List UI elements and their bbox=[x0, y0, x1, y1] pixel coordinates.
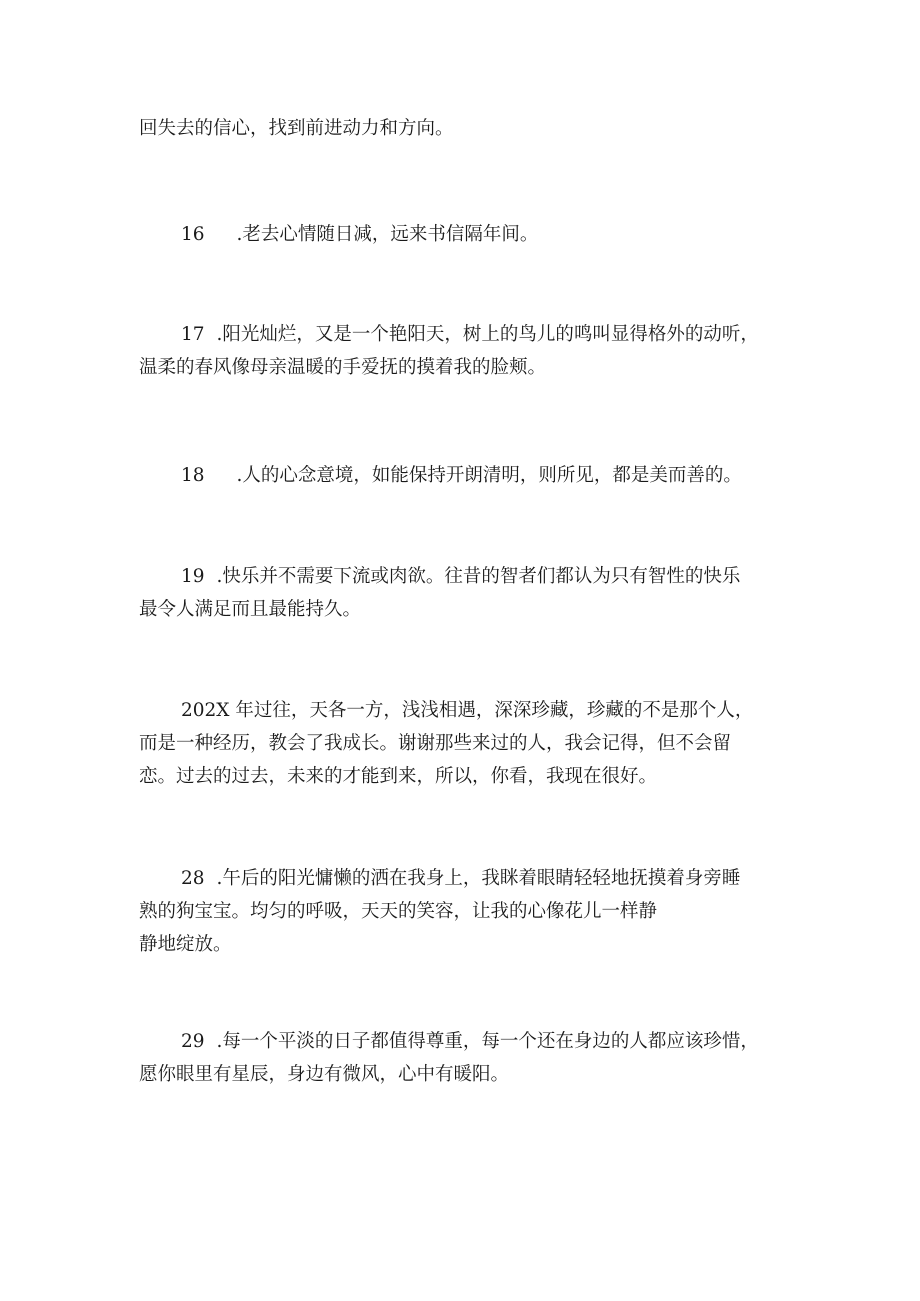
text-line-content: .老去心情随日减，远来书信隔年间。 bbox=[236, 224, 539, 245]
text-line bbox=[139, 318, 799, 351]
paragraph-continuation bbox=[139, 112, 799, 145]
text-line bbox=[139, 218, 799, 251]
paragraph-18 bbox=[139, 459, 799, 492]
paragraph-number: 17 bbox=[181, 324, 205, 345]
text-line: 最令人满足而且最能持久。 bbox=[139, 599, 362, 620]
paragraph-number: 28 bbox=[181, 868, 205, 889]
paragraph-28 bbox=[139, 862, 799, 961]
text-line: 而是一种经历，教会了我成长。谢谢那些来过的人，我会记得，但不会留 bbox=[139, 733, 732, 754]
paragraph-16 bbox=[139, 218, 799, 251]
text-line: 202X 年过往，天各一方，浅浅相遇，深深珍藏，珍藏的不是那个人， bbox=[181, 700, 754, 721]
text-line bbox=[139, 459, 799, 492]
text-line bbox=[139, 862, 799, 895]
paragraph-number: 19 bbox=[181, 566, 205, 587]
text-line: 静地绽放。 bbox=[139, 934, 232, 955]
paragraph-19 bbox=[139, 560, 799, 626]
text-line bbox=[139, 1025, 799, 1058]
text-line: 温柔的春风像母亲温暖的手爱抚的摸着我的脸颊。 bbox=[139, 357, 547, 378]
text-line bbox=[139, 560, 799, 593]
paragraph-202x bbox=[139, 694, 799, 793]
text-line-content: .午后的阳光慵懒的洒在我身上，我眯着眼睛轻轻地抚摸着身旁睡 bbox=[216, 868, 741, 889]
text-line-content: .每一个平淡的日子都值得尊重，每一个还在身边的人都应该珍惜， bbox=[216, 1031, 759, 1052]
paragraph-29 bbox=[139, 1025, 799, 1091]
paragraph-number: 29 bbox=[181, 1031, 205, 1052]
paragraph-17 bbox=[139, 318, 799, 384]
text-line: 恋。过去的过去，未来的才能到来，所以，你看，我现在很好。 bbox=[139, 766, 658, 787]
paragraph-number: 16 bbox=[181, 224, 205, 245]
text-line: 愿你眼里有星辰，身边有微风，心中有暖阳。 bbox=[139, 1064, 510, 1085]
paragraph-number: 18 bbox=[181, 465, 205, 486]
text-line-content: .快乐并不需要下流或肉欲。往昔的智者们都认为只有智性的快乐 bbox=[216, 566, 741, 587]
text-line: 熟的狗宝宝。均匀的呼吸，天天的笑容，让我的心像花儿一样静 bbox=[139, 901, 658, 922]
text-line-content: .阳光灿烂，又是一个艳阳天，树上的鸟儿的鸣叫显得格外的动听， bbox=[216, 324, 759, 345]
text-line: 回失去的信心，找到前进动力和方向。 bbox=[139, 118, 454, 139]
text-line-content: .人的心念意境，如能保持开朗清明，则所见，都是美而善的。 bbox=[236, 465, 742, 486]
